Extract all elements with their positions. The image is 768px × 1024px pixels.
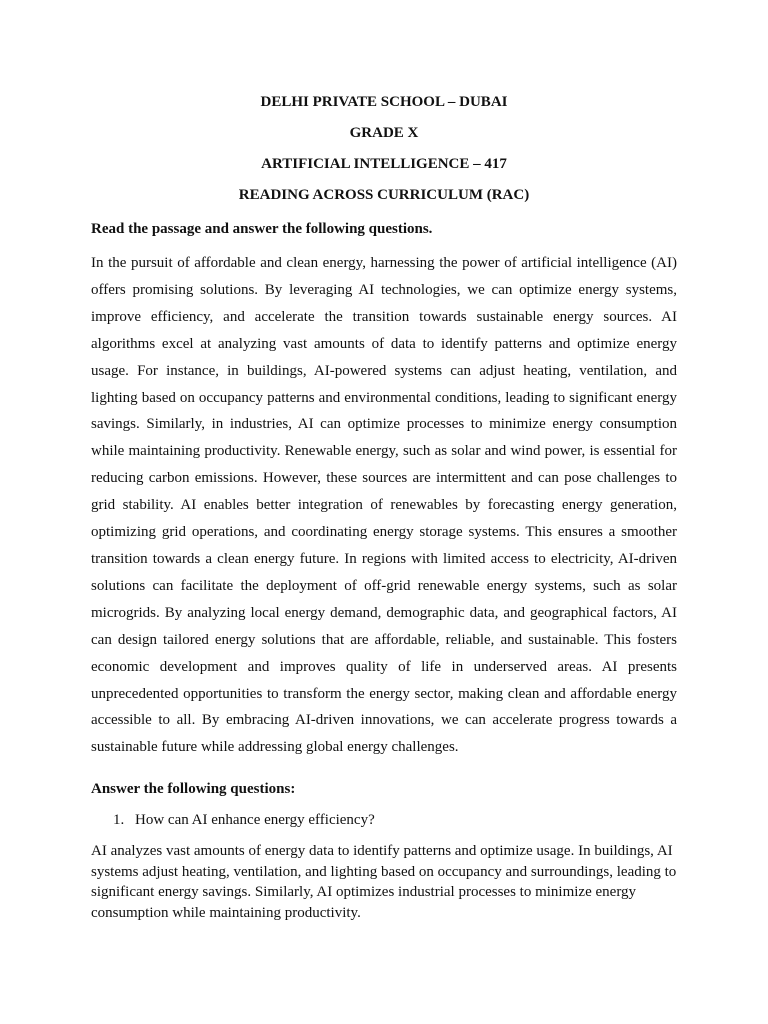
- questions-heading: Answer the following questions:: [91, 781, 296, 798]
- question-item: [113, 810, 677, 830]
- document-page: [91, 92, 677, 923]
- question-text: How can AI enhance energy efficiency?: [135, 812, 375, 829]
- reading-passage: In the pursuit of affordable and clean energy, harnessing the power of artificial intelligence (AI) offers promising solutions. By leveraging AI technologies, we can optimize energy systems, improve efficiency, and accelerate the transition towards sustainable energy sources. AI algorithms excel at analyzing vast amounts of data to identify patterns and optimize energy usage. For instance, in buildings, AI-powered systems can adjust heating, ventilation, and lighting based on occupancy patterns and environmental conditions, leading to significant energy savings. Similarly, in industries, AI can optimize processes to minimize energy consumption while maintaining productivity. Renewable energy, such as solar and wind power, is essential for reducing carbon emissions. However, these sources are intermittent and can pose challenges to grid stability. AI enables better integration of renewables by forecasting energy generation, optimizing grid operations, and coordinating energy storage systems. This ensures a smoother transition towards a clean energy future. In regions with limited access to electricity, AI-driven solutions can facilitate the deployment of off-grid renewable energy systems, such as solar microgrids. By analyzing local energy demand, demographic data, and geographical factors, AI can design tailored energy solutions that are affordable, reliable, and sustainable. This fosters economic development and improves quality of life in underserved areas. AI presents unprecedented opportunities to transform the energy sector, making clean and affordable energy accessible to all. By embracing AI-driven innovations, we can accelerate progress towards a sustainable future while addressing global energy challenges.: [91, 255, 677, 756]
- subject-label: ARTIFICIAL INTELLIGENCE – 417: [261, 156, 507, 172]
- school-name: DELHI PRIVATE SCHOOL – DUBAI: [260, 94, 508, 110]
- document-title: READING ACROSS CURRICULUM (RAC): [238, 187, 530, 203]
- grade-label: GRADE X: [349, 125, 419, 141]
- answer-text: AI analyzes vast amounts of energy data to identify patterns and optimize usage. In buildings, AI systems adjust heating, ventilation, and lighting based on occupancy and surroundings, leading to significant energy savings. Similarly, AI optimizes industrial processes to minimize energy consumption while maintaining productivity.: [91, 843, 677, 921]
- question-number: 1.: [113, 812, 125, 829]
- instruction-text: Read the passage and answer the following questions.: [91, 221, 433, 237]
